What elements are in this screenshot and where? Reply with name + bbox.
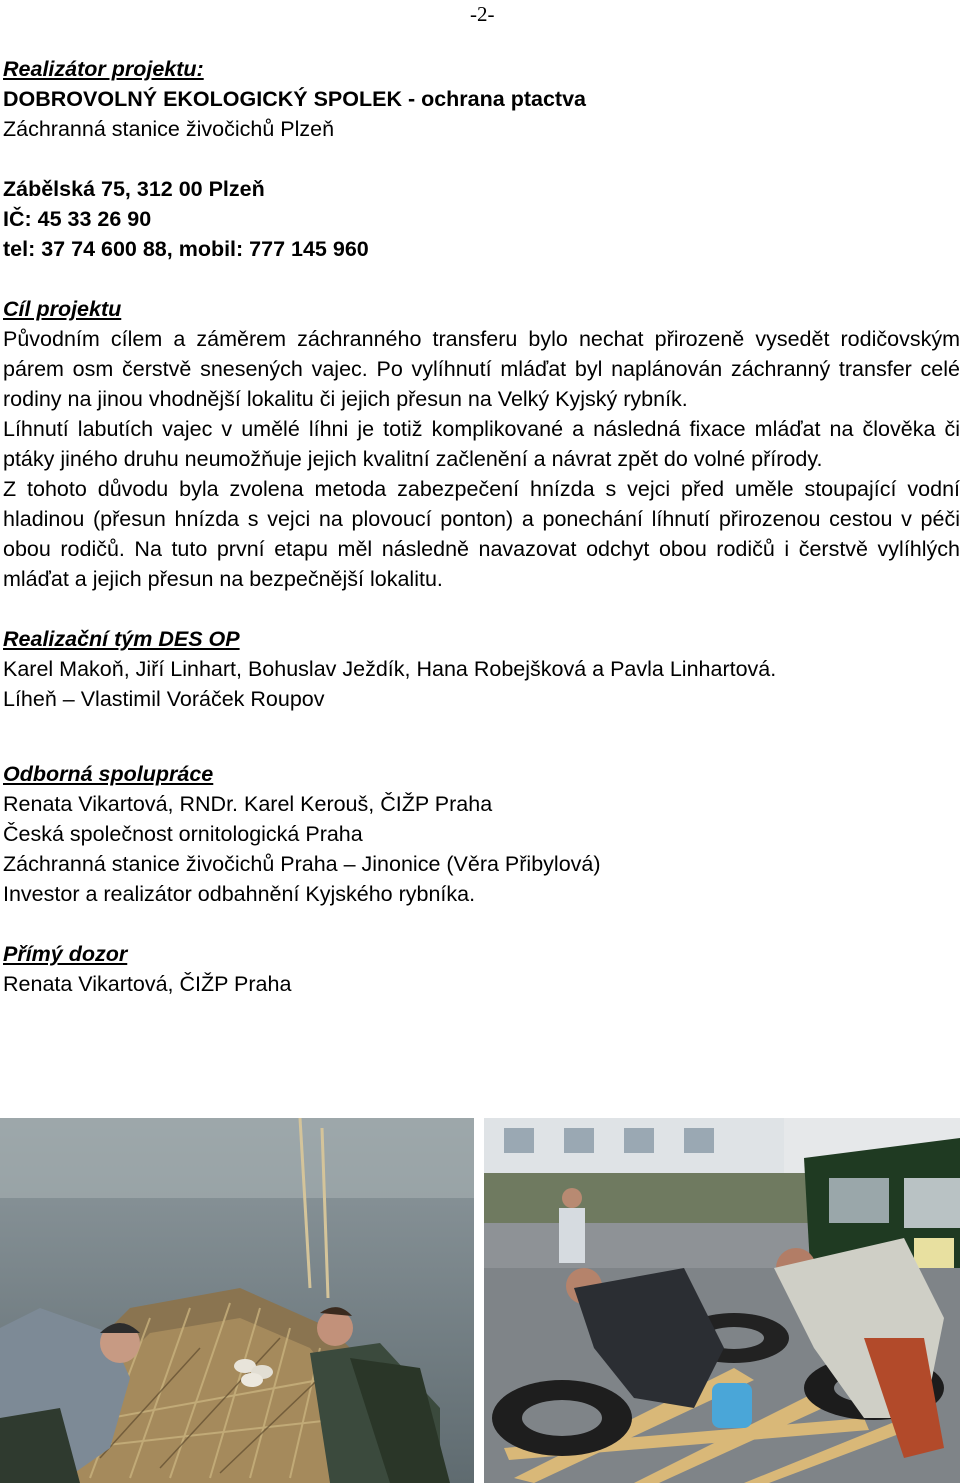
heading-realizator: Realizátor projektu: — [3, 57, 204, 81]
tym-lihen: Líheň – Vlastimil Voráček Roupov — [3, 687, 325, 711]
org-name: DOBROVOLNÝ EKOLOGICKÝ SPOLEK - ochrana ptactva — [3, 87, 586, 111]
heading-cil: Cíl projektu — [3, 297, 122, 321]
cil-paragraph-1: Původním cílem a záměrem záchranného transferu bylo nechat přirozeně vysedět rodičovským párem osm čerstvě snesených vajec. Po vylíhnutí mláďat byl naplánován záchranný transfer celé rodiny na jinou vhodnější lokalitu či jejich přesun na Velký Kyjský rybník. — [3, 327, 960, 411]
photo-pontoon-assembly — [484, 1118, 960, 1483]
heading-spoluprace: Odborná spolupráce — [3, 762, 214, 786]
heading-tym: Realizační tým DES OP — [3, 627, 240, 651]
photo-nest-reeds — [0, 1118, 474, 1483]
cil-paragraph-2: Líhnutí labutích vajec v umělé líhni je totiž komplikované a následná fixace mláďat na člověka či ptáky jiného druhu neumožňuje jejich kvalitní začlenění a návrat zpět do volné přírody. — [3, 417, 960, 471]
tym-members: Karel Makoň, Jiří Linhart, Bohuslav Ježdík, Hana Robejšková a Pavla Linhartová. — [3, 657, 777, 681]
phone: tel: 37 74 600 88, mobil: 777 145 960 — [3, 237, 369, 261]
ic-number: IČ: 45 33 26 90 — [3, 207, 152, 231]
dozor-person: Renata Vikartová, ČIŽP Praha — [3, 972, 292, 996]
page-number: -2- — [470, 2, 495, 26]
address: Zábělská 75, 312 00 Plzeň — [3, 177, 265, 201]
spoluprace-item: Česká společnost ornitologická Praha — [3, 822, 363, 846]
spoluprace-item: Záchranná stanice živočichů Praha – Jinonice (Věra Přibylová) — [3, 852, 601, 876]
document-body — [3, 54, 960, 999]
station-name: Záchranná stanice živočichů Plzeň — [3, 117, 335, 141]
spoluprace-item: Renata Vikartová, RNDr. Karel Kerouš, ČIŽP Praha — [3, 792, 493, 816]
heading-dozor: Přímý dozor — [3, 942, 128, 966]
spoluprace-item: Investor a realizátor odbahnění Kyjského rybníka. — [3, 882, 476, 906]
cil-paragraph-3: Z tohoto důvodu byla zvolena metoda zabezpečení hnízda s vejci před uměle stoupající vodní hladinou (přesun hnízda s vejci na plovoucí ponton) a ponechání líhnutí přirozenou cestou v péči obou rodičů. Na tuto první etapu měl následně navazovat odchyt obou rodičů i čerstvě vylíhlých mláďat a jejich přesun na bezpečnější lokalitu. — [3, 477, 960, 591]
